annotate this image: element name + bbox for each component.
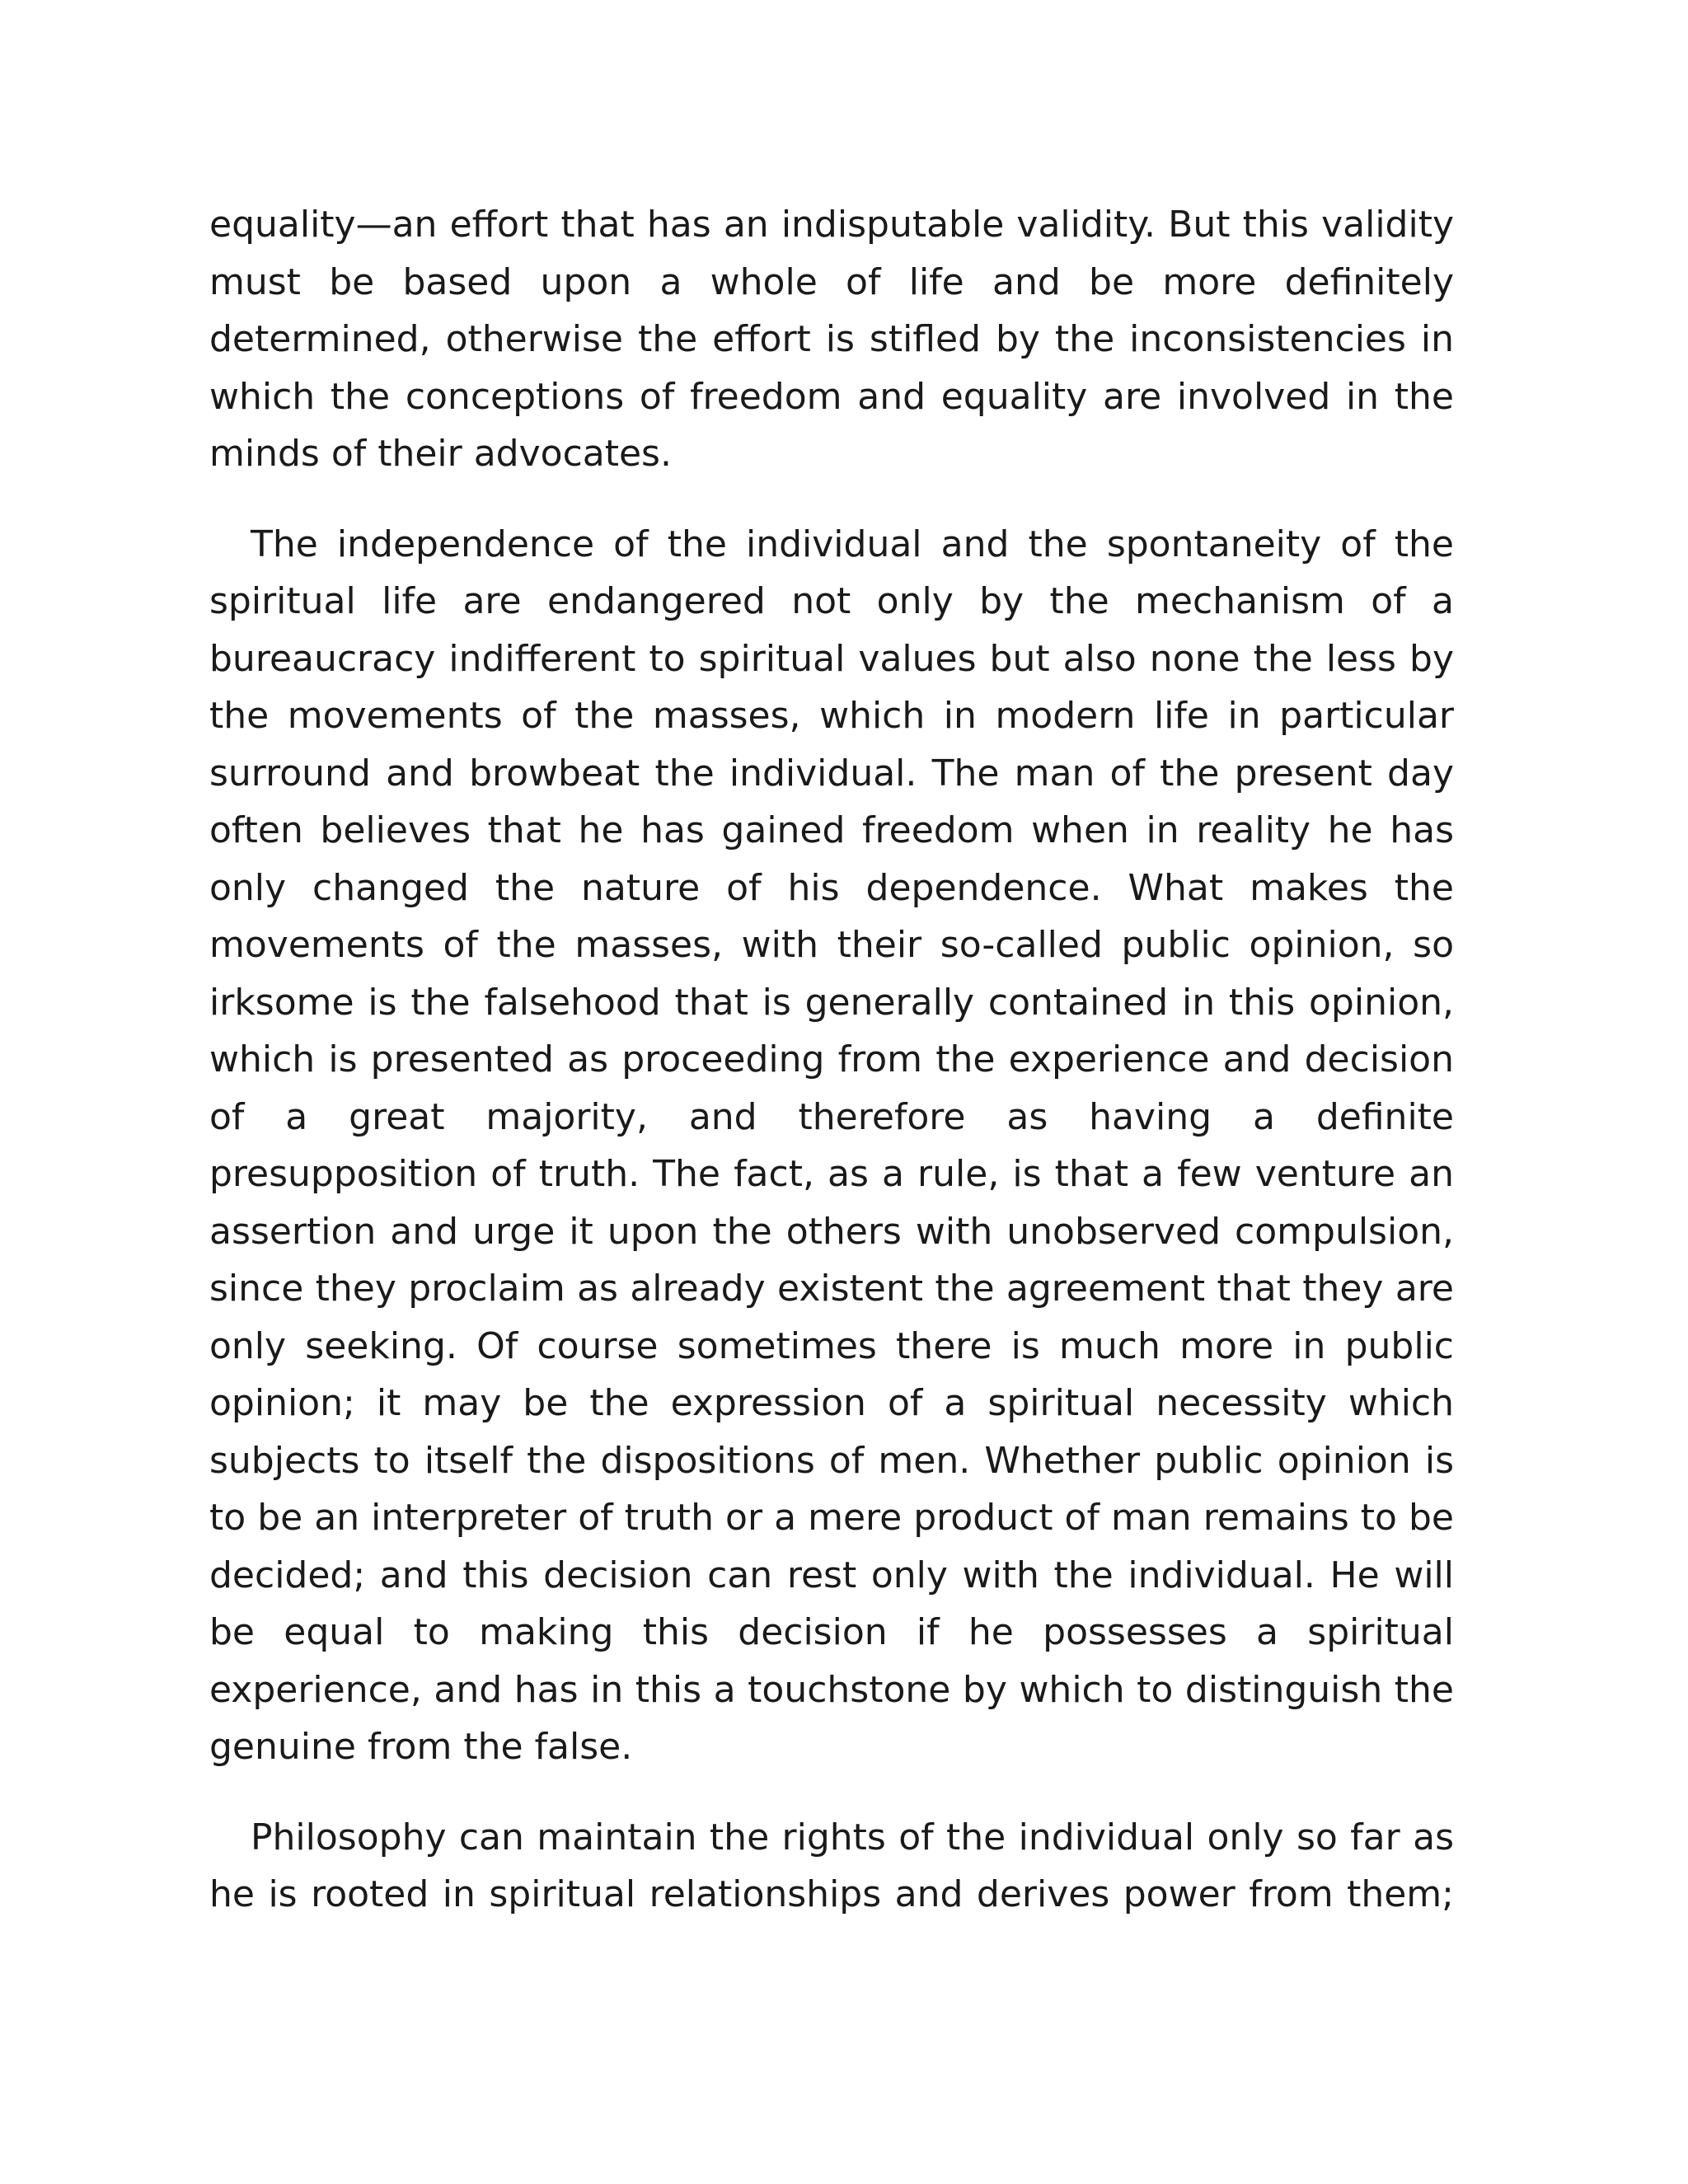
body-text — [209, 196, 1454, 1957]
paragraph-2: The independence of the individual and the spontaneity of the spiritual life are endangered not only by the mechanism of a bureaucracy indifferent to spiritual values but also none the less by the movements of the masses, which in modern life in particular surround and browbeat the individual. The man of the present day often believes that he has gained freedom when in reality he has only changed the nature of his dependence. What makes the movements of the masses, with their so-called public opinion, so irksome is the falsehood that is generally contained in this opinion, which is presented as proceeding from the experience and decision of a great majority, and therefore as having a definite presupposition of truth. The fact, as a rule, is that a few venture an assertion and urge it upon the others with unobserved compulsion, since they proclaim as already existent the agreement that they are only seeking. Of course sometimes there is much more in public opinion; it may be the expression of a spiritual necessity which subjects to itself the dispositions of men. Whether public opinion is to be an interpreter of truth or a mere product of man remains to be decided; and this decision can rest only with the individual. He will be equal to making this decision if he possesses a spiritual experience, and has in this a touchstone by which to distinguish the genuine from the false. — [209, 523, 1454, 1768]
paragraph-3: Philosophy can maintain the rights of the individual only so far as he is rooted in spiritual relationships and derives power from them; — [209, 1816, 1454, 1915]
paragraph-1: equality—an effort that has an indisputable validity. But this validity must be based upon a whole of life and be more definitely determined, otherwise the effort is stifled by the inconsistencies in which the conceptions of freedom and equality are involved in the minds of their advocates. — [209, 204, 1454, 475]
